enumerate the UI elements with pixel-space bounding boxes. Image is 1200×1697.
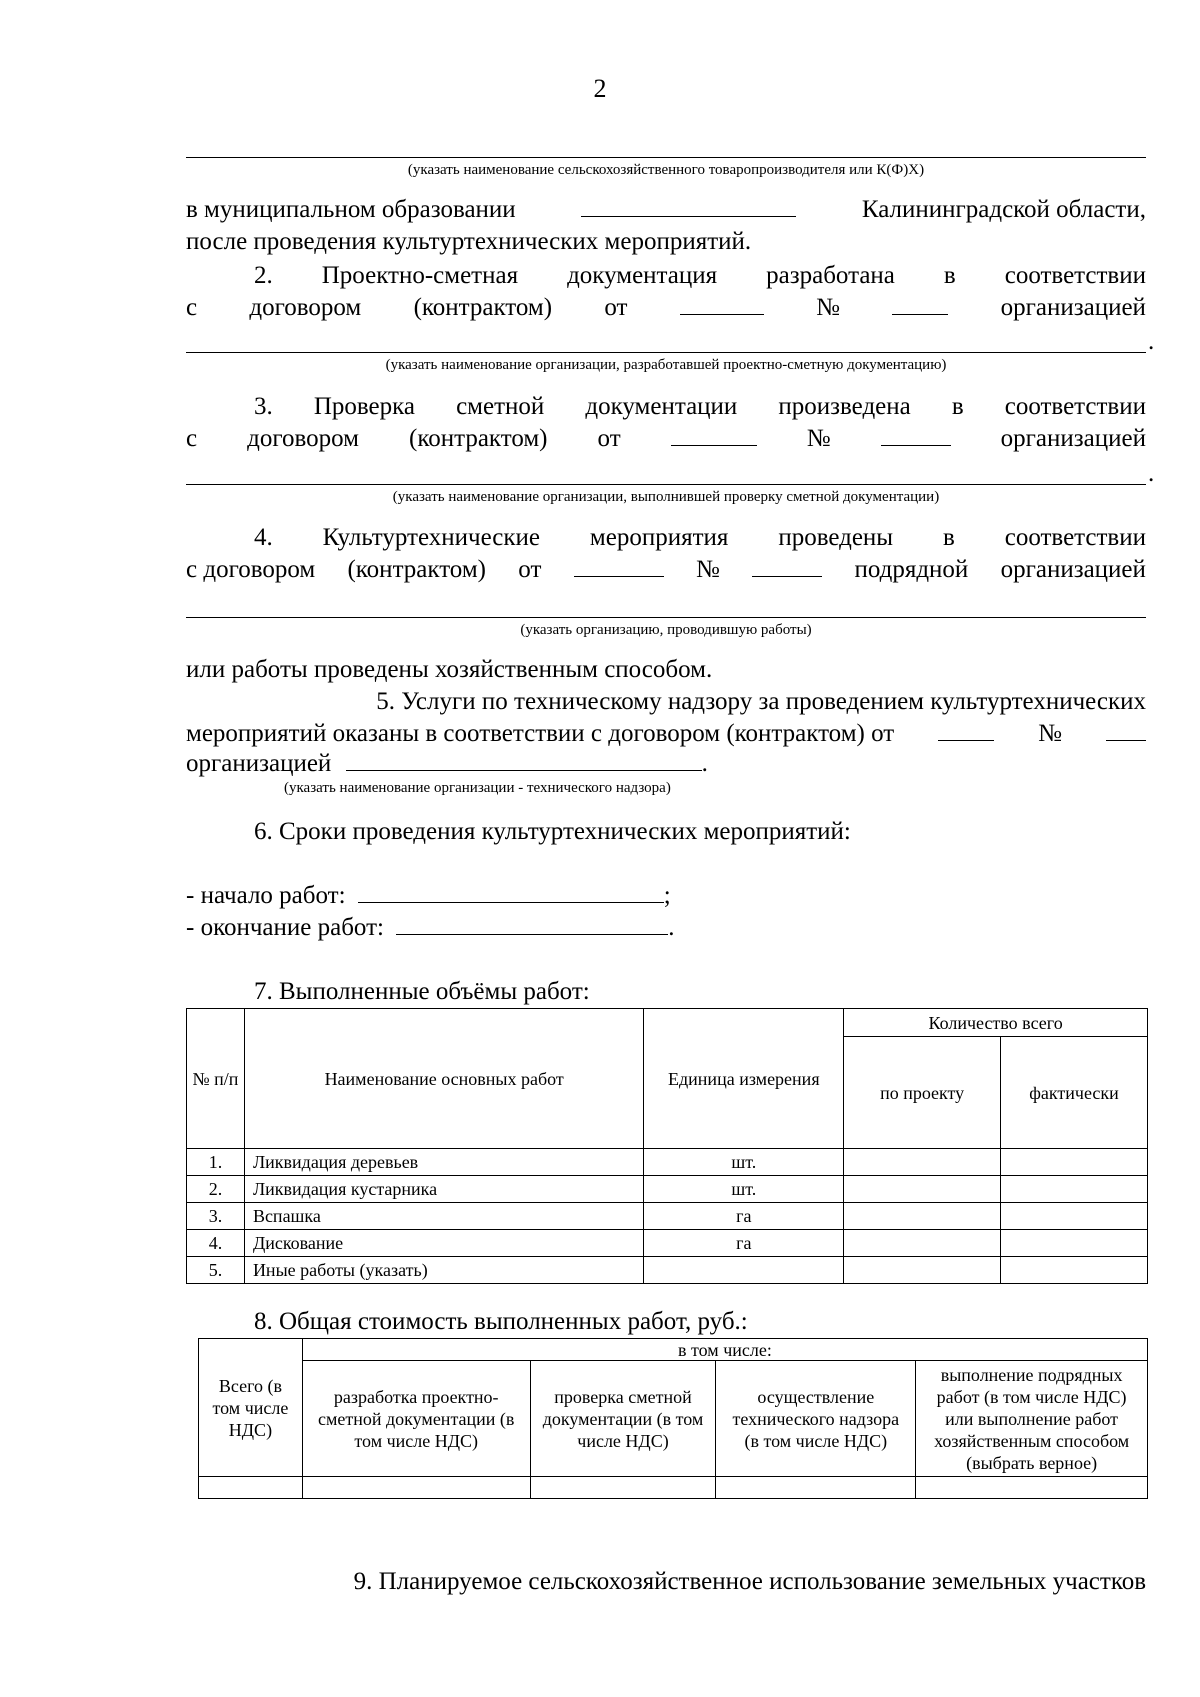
p3-line2: с договором (контрактом) от № организацией	[186, 425, 1146, 452]
cell-plan[interactable]	[844, 1257, 1001, 1284]
header-fact: фактически	[1001, 1037, 1148, 1149]
p5-line2: мероприятий оказаны в соответствии с договором (контрактом) от №	[186, 718, 1146, 750]
p3-line1: 3. Проверка сметной документации произведена в соответствии	[254, 393, 1146, 420]
p4-after: или работы проведены хозяйственным способом.	[186, 656, 713, 683]
fill-p5-date[interactable]	[938, 718, 994, 741]
p7-heading: 7. Выполненные объёмы работ:	[254, 978, 590, 1005]
cell-fact[interactable]	[1001, 1176, 1148, 1203]
cell-supervision[interactable]	[716, 1477, 916, 1499]
fill-municipality[interactable]	[581, 194, 796, 217]
period: .	[1148, 328, 1155, 355]
p5-line1: 5. Услуги по техническому надзору за проведением культуртехнических	[376, 688, 1146, 715]
p8-heading: 8. Общая стоимость выполненных работ, руб.:	[254, 1308, 748, 1335]
caption-p3: (указать наименование организации, выполнившей проверку сметной документации)	[392, 489, 940, 505]
header-check: проверка сметной документации (в том числе НДС)	[530, 1361, 716, 1477]
cell-plan[interactable]	[844, 1203, 1001, 1230]
p5-line3: организацией .	[186, 750, 708, 777]
table-row: 2. Ликвидация кустарника шт.	[187, 1176, 1148, 1203]
p2-line1: 2. Проектно-сметная документация разработана в соответствии	[254, 262, 1146, 289]
p1-line2: после проведения культуртехнических мероприятий.	[186, 228, 752, 255]
table-row	[199, 1477, 1148, 1499]
cell-check[interactable]	[530, 1477, 716, 1499]
header-num: № п/п	[187, 1009, 245, 1149]
table-row: 4. Дискование га	[187, 1230, 1148, 1257]
fill-p5-number[interactable]	[1106, 718, 1146, 741]
fill-line-p2-org[interactable]	[186, 352, 1146, 353]
header-name: Наименование основных работ	[244, 1009, 643, 1149]
p6-start: - начало работ: ;	[186, 882, 671, 909]
caption-p2: (указать наименование организации, разработавшей проектно-сметную документацию)	[385, 357, 947, 373]
cell-fact[interactable]	[1001, 1203, 1148, 1230]
p9-heading: 9. Планируемое сельскохозяйственное использование земельных участков	[353, 1568, 1146, 1595]
header-total: Всего (в том числе НДС)	[199, 1339, 303, 1477]
cell-contract[interactable]	[916, 1477, 1148, 1499]
cell-plan[interactable]	[844, 1230, 1001, 1257]
header-qty: Количество всего	[844, 1009, 1148, 1037]
header-contract: выполнение подрядных работ (в том числе НДС) или выполнение работ хозяйственным способом (выбрать верное)	[916, 1361, 1148, 1477]
fill-p4-date[interactable]	[574, 554, 664, 577]
fill-p5-org[interactable]	[346, 748, 702, 771]
fill-p2-number[interactable]	[892, 292, 948, 315]
caption-p5: (указать наименование организации - технического надзора)	[284, 780, 671, 796]
header-design: разработка проектно-сметной документации (в том числе НДС)	[302, 1361, 530, 1477]
fill-p3-date[interactable]	[671, 423, 757, 446]
cell-design[interactable]	[302, 1477, 530, 1499]
cell-plan[interactable]	[844, 1149, 1001, 1176]
p6-heading: 6. Сроки проведения культуртехнических мероприятий:	[254, 818, 851, 845]
fill-start-date[interactable]	[358, 880, 664, 903]
fill-line-p3-org[interactable]	[186, 484, 1146, 485]
table-row: 3. Вспашка га	[187, 1203, 1148, 1230]
fill-end-date[interactable]	[396, 912, 668, 935]
p1-line1: в муниципальном образовании Калининградской области,	[186, 196, 1146, 223]
cell-fact[interactable]	[1001, 1230, 1148, 1257]
cell-total[interactable]	[199, 1477, 303, 1499]
header-supervision: осуществление технического надзора (в том числе НДС)	[716, 1361, 916, 1477]
fill-p3-number[interactable]	[881, 423, 951, 446]
p4-line2: с договором (контрактом) от № подрядной организацией	[186, 556, 1146, 583]
cell-fact[interactable]	[1001, 1257, 1148, 1284]
fill-line-producer[interactable]	[186, 157, 1146, 158]
fill-p4-number[interactable]	[752, 554, 822, 577]
caption-p4: (указать организацию, проводившую работы)	[520, 622, 812, 638]
table-row: 5. Иные работы (указать)	[187, 1257, 1148, 1284]
period: .	[1148, 460, 1155, 487]
fill-p2-date[interactable]	[680, 292, 764, 315]
works-volume-table	[186, 1008, 1148, 1284]
cell-plan[interactable]	[844, 1176, 1001, 1203]
p4-line1: 4. Культуртехнические мероприятия проведены в соответствии	[254, 524, 1146, 551]
p2-line2: с договором (контрактом) от № организацией	[186, 294, 1146, 321]
p6-end: - окончание работ: .	[186, 914, 675, 941]
page-number: 2	[593, 74, 607, 103]
header-incl: в том числе:	[302, 1339, 1147, 1361]
table-row: 1. Ликвидация деревьев шт.	[187, 1149, 1148, 1176]
cell-fact[interactable]	[1001, 1149, 1148, 1176]
fill-line-p4-org[interactable]	[186, 617, 1146, 618]
cost-table	[198, 1338, 1148, 1499]
header-unit: Единица измерения	[644, 1009, 844, 1149]
caption-producer: (указать наименование сельскохозяйственного товаропроизводителя или К(Ф)Х)	[407, 162, 925, 178]
header-plan: по проекту	[844, 1037, 1001, 1149]
